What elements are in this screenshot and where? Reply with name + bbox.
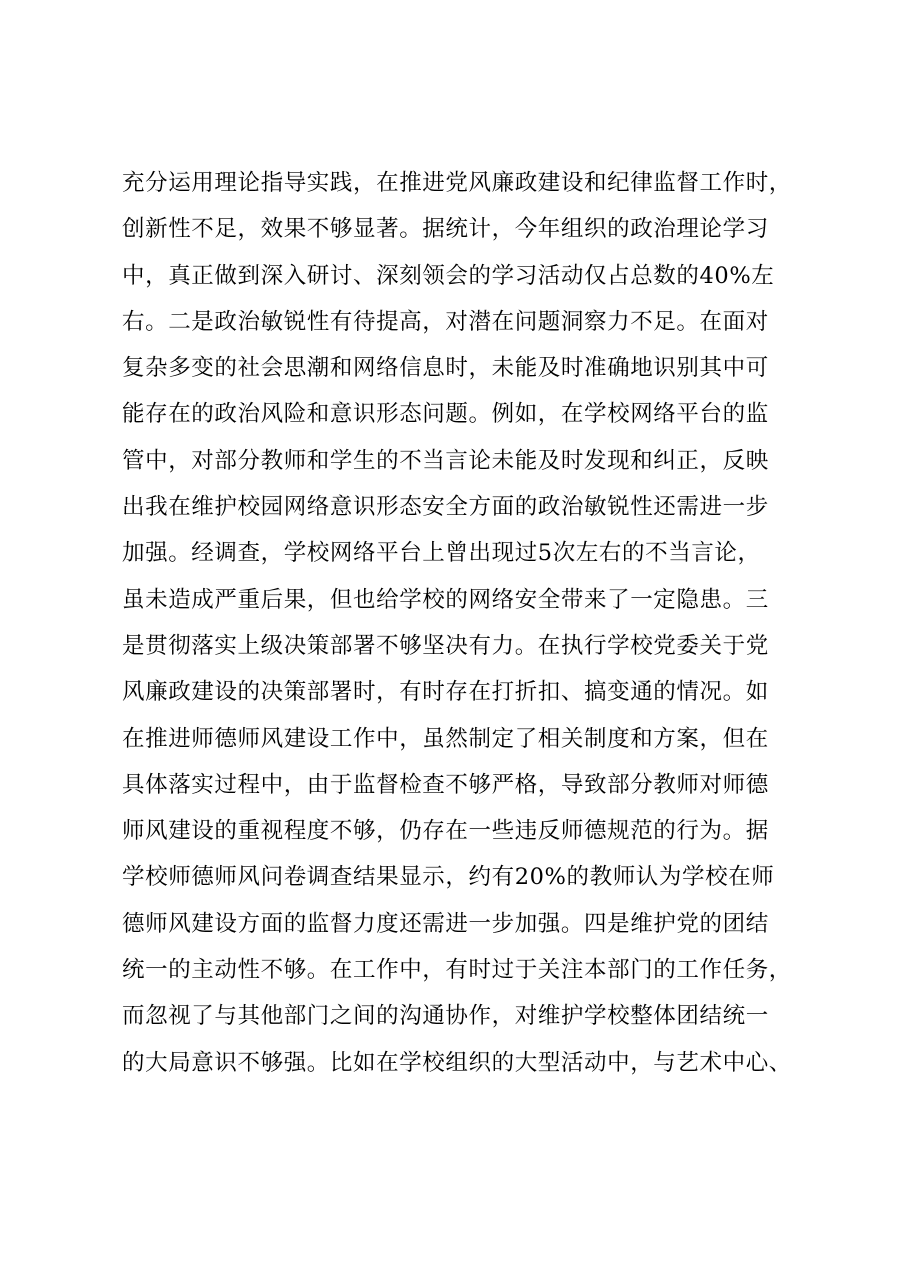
text-line: 充分运用理论指导实践，在推进党风廉政建设和纪律监督工作时， [122,170,792,196]
text-line: 加强。经调查，学校网络平台上曾出现过5次左右的不当言论， [122,540,761,567]
text-line: 管中，对部分教师和学生的不当言论未能及时发现和纠正，反映 [122,447,769,474]
body-text [122,160,802,1086]
text-line: 德师风建设方面的监督力度还需进一步加强。四是维护党的团结 [122,910,769,937]
text-line: 右。二是政治敏锐性有待提高，对潜在问题洞察力不足。在面对 [122,308,769,335]
text-line: 风廉政建设的决策部署时，有时存在打折扣、搞变通的情况。如 [122,679,769,706]
text-line: 统一的主动性不够。在工作中，有时过于关注本部门的工作任务， [122,957,792,984]
text-line: 师风建设的重视程度不够，仍存在一些违反师德规范的行为。据 [122,818,769,845]
text-line: 中，真正做到深入研讨、深刻领会的学习活动仅占总数的40%左 [122,262,775,289]
text-line: 是贯彻落实上级决策部署不够坚决有力。在执行学校党委关于党 [122,632,769,659]
text-line: 复杂多变的社会思潮和网络信息时，未能及时准确地识别其中可 [122,355,769,382]
text-line: 出我在维护校园网络意识形态安全方面的政治敏锐性还需进一步 [122,494,769,521]
text-line: 而忽视了与其他部门之间的沟通协作，对维护学校整体团结统一 [122,1003,769,1030]
text-line: 的大局意识不够强。比如在学校组织的大型活动中，与艺术中心、 [122,1049,792,1076]
text-line: 能存在的政治风险和意识形态问题。例如，在学校网络平台的监 [122,401,769,428]
text-line: 在推进师德师风建设工作中，虽然制定了相关制度和方案，但在 [122,725,769,752]
text-line: 具体落实过程中，由于监督检查不够严格，导致部分教师对师德 [122,771,769,798]
text-line: 学校师德师风问卷调查结果显示，约有20%的教师认为学校在师 [122,864,775,891]
text-line: 虽未造成严重后果，但也给学校的网络安全带来了一定隐患。三 [122,586,769,613]
text-line: 创新性不足，效果不够显著。据统计，今年组织的政治理论学习 [122,216,769,243]
